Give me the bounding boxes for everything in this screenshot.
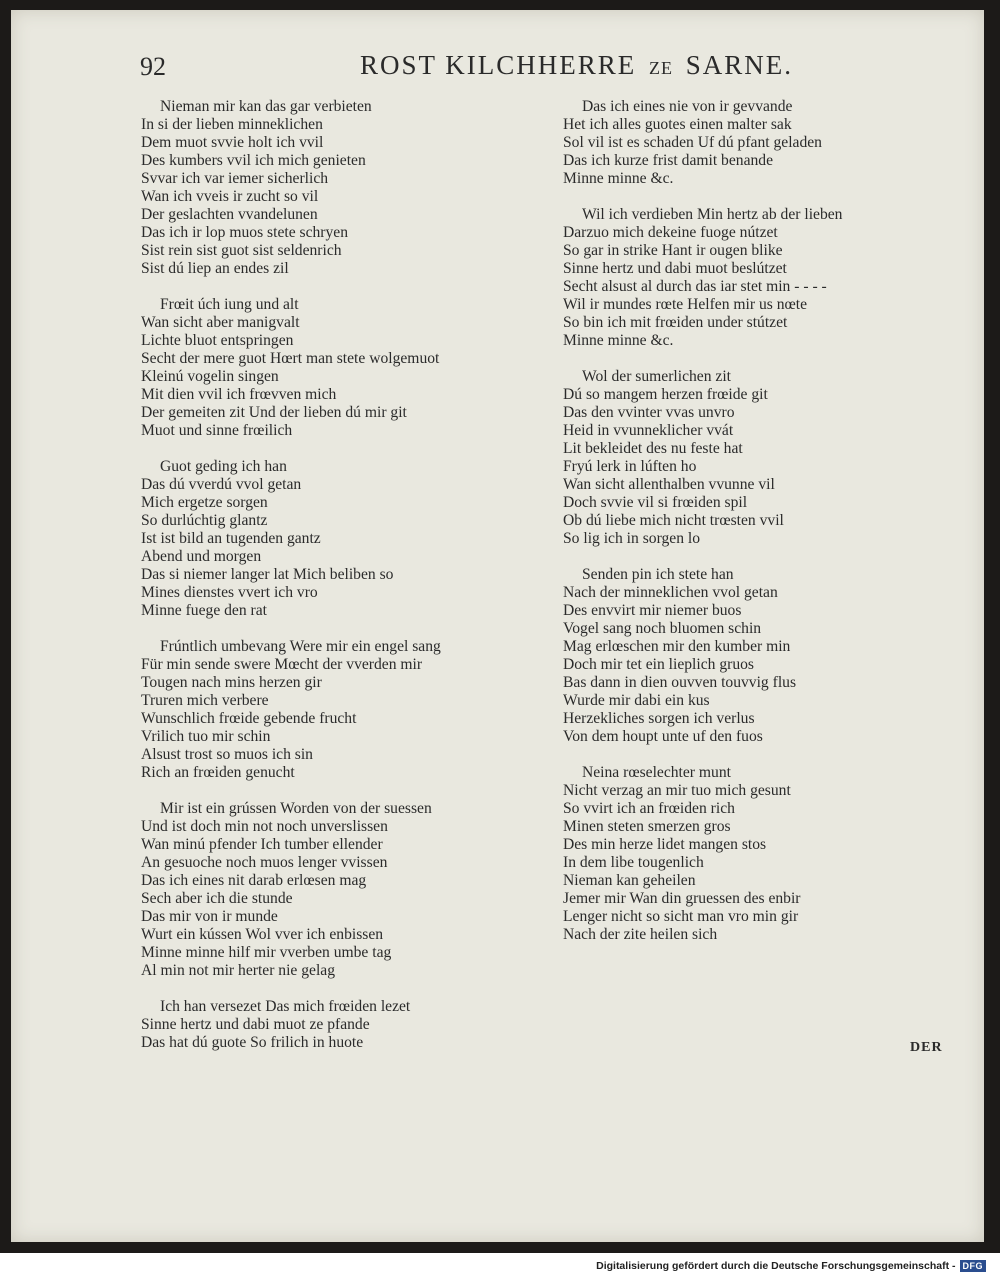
stanza: [141, 98, 541, 278]
verse-line: Wil ir mundes rœte Helfen mir us nœte: [563, 296, 808, 313]
verse-line: Lenger nicht so sicht man vro min gir: [563, 908, 799, 925]
verse-line: Mir ist ein grússen Worden von der suessen: [160, 800, 432, 817]
verse-line: Wan minú pfender Ich tumber ellender: [141, 836, 383, 853]
verse-line: Minne minne &c.: [563, 170, 674, 187]
verse-line: Das dú vverdú vvol getan: [141, 476, 302, 493]
verse-line: Rich an frœiden genucht: [141, 764, 295, 781]
verse-line: Ist ist bild an tugenden gantz: [141, 530, 321, 547]
verse-line: Mines dienstes vvert ich vro: [141, 584, 318, 601]
verse-line: Des min herze lidet mangen stos: [563, 836, 767, 853]
verse-line: Sinne hertz und dabi muot ze pfande: [141, 1016, 370, 1033]
verse-line: Nicht verzag an mir tuo mich gesunt: [563, 782, 791, 799]
stanza: [141, 638, 541, 782]
verse-line: Doch mir tet ein lieplich gruos: [563, 656, 754, 673]
verse-line: Wil ich verdieben Min hertz ab der lieben: [582, 206, 843, 223]
verse-line: Wurt ein kússen Wol vver ich enbissen: [141, 926, 384, 943]
verse-line: So lig ich in sorgen lo: [563, 530, 701, 547]
footer-credit: Digitalisierung gefördert durch die Deutsche Forschungsgemeinschaft -: [596, 1260, 956, 1272]
verse-line: Al min not mir herter nie gelag: [141, 962, 336, 979]
verse-line: Fryú lerk in lúften ho: [563, 458, 697, 475]
verse-line: Bas dann in dien ouvven touvvig flus: [563, 674, 797, 691]
verse-line: Sech aber ich die stunde: [141, 890, 293, 907]
verse-line: Nieman kan geheilen: [563, 872, 696, 889]
stanza: [563, 566, 963, 746]
verse-line: Svvar ich var iemer sicherlich: [141, 170, 329, 187]
verse-line: Sist dú liep an endes zil: [141, 260, 289, 277]
left-text-column: [141, 98, 541, 1070]
verse-line: Ob dú liebe mich nicht trœsten vvil: [563, 512, 784, 529]
verse-line: Jemer mir Wan din gruessen des enbir: [563, 890, 801, 907]
running-head-title: ROST KILCHHERRE: [360, 50, 637, 80]
running-head-ze: ZE: [649, 58, 674, 78]
verse-line: Kleinú vogelin singen: [141, 368, 279, 385]
catchword: DER: [910, 1040, 943, 1055]
stanza: [563, 98, 963, 188]
verse-line: Das ich kurze frist damit benande: [563, 152, 774, 169]
verse-line: Dem muot svvie holt ich vvil: [141, 134, 324, 151]
dfg-logo-icon: DFG: [960, 1260, 987, 1272]
verse-line: Guot geding ich han: [160, 458, 287, 475]
verse-line: Vogel sang noch bluomen schin: [563, 620, 762, 637]
verse-line: So vvirt ich an frœiden rich: [563, 800, 735, 817]
stanza: [563, 368, 963, 548]
verse-line: Abend und morgen: [141, 548, 262, 565]
verse-line: Wol der sumerlichen zit: [582, 368, 732, 385]
verse-line: Das mir von ir munde: [141, 908, 278, 925]
stanza: [141, 458, 541, 620]
verse-line: Das ich eines nie von ir gevvande: [582, 98, 793, 115]
verse-line: Und ist doch min not noch unverslissen: [141, 818, 388, 835]
verse-line: Darzuo mich dekeine fuoge nútzet: [563, 224, 778, 241]
verse-line: Der geslachten vvandelunen: [141, 206, 318, 223]
verse-line: Doch svvie vil si frœiden spil: [563, 494, 748, 511]
verse-line: Mag erlœschen mir den kumber min: [563, 638, 791, 655]
verse-line: Sol vil ist es schaden Uf dú pfant geladen: [563, 134, 822, 151]
verse-line: So gar in strike Hant ir ougen blike: [563, 242, 783, 259]
verse-line: Für min sende swere Mœcht der vverden mir: [141, 656, 423, 673]
verse-line: Das den vvinter vvas unvro: [563, 404, 735, 421]
verse-line: Frúntlich umbevang Were mir ein engel sang: [160, 638, 441, 655]
verse-line: Wan sicht aber manigvalt: [141, 314, 300, 331]
stanza: [563, 764, 963, 944]
verse-line: Das ich eines nit darab erlœsen mag: [141, 872, 367, 889]
verse-line: Minne minne &c.: [563, 332, 674, 349]
verse-line: Het ich alles guotes einen malter sak: [563, 116, 792, 133]
stanza: [563, 206, 963, 350]
verse-line: Wan ich vveis ir zucht so vil: [141, 188, 319, 205]
verse-line: Minne minne hilf mir vverben umbe tag: [141, 944, 392, 961]
verse-line: Nieman mir kan das gar verbieten: [160, 98, 372, 115]
running-head: [360, 50, 793, 81]
verse-line: So bin ich mit frœiden under stútzet: [563, 314, 788, 331]
stanza: [141, 800, 541, 980]
verse-line: An gesuoche noch muos lenger vvissen: [141, 854, 388, 871]
verse-line: Dú so mangem herzen frœide git: [563, 386, 768, 403]
verse-line: Alsust trost so muos ich sin: [141, 746, 313, 763]
verse-line: In si der lieben minneklichen: [141, 116, 323, 133]
verse-line: Lit bekleidet des nu feste hat: [563, 440, 743, 457]
verse-line: Senden pin ich stete han: [582, 566, 734, 583]
digitization-footer: [596, 1258, 986, 1274]
verse-line: Das ich ir lop muos stete schryen: [141, 224, 349, 241]
verse-line: Nach der minneklichen vvol getan: [563, 584, 778, 601]
verse-line: Sinne hertz und dabi muot beslútzet: [563, 260, 787, 277]
verse-line: Tougen nach mins herzen gir: [141, 674, 322, 691]
verse-line: Das si niemer langer lat Mich beliben so: [141, 566, 394, 583]
verse-line: Truren mich verbere: [141, 692, 269, 709]
verse-line: Lichte bluot entspringen: [141, 332, 294, 349]
verse-line: Das hat dú guote So frilich in huote: [141, 1034, 364, 1051]
verse-line: So durlúchtig glantz: [141, 512, 268, 529]
verse-line: Herzekliches sorgen ich verlus: [563, 710, 755, 727]
verse-line: Des envvirt mir niemer buos: [563, 602, 742, 619]
verse-line: Der gemeiten zit Und der lieben dú mir git: [141, 404, 407, 421]
stanza: [141, 296, 541, 440]
verse-line: Heid in vvunneklicher vvát: [563, 422, 734, 439]
verse-line: Secht der mere guot Hœrt man stete wolgemuot: [141, 350, 440, 367]
verse-line: Neina rœselechter munt: [582, 764, 731, 781]
verse-line: Wurde mir dabi ein kus: [563, 692, 710, 709]
verse-line: Nach der zite heilen sich: [563, 926, 718, 943]
verse-line: In dem libe tougenlich: [563, 854, 704, 871]
right-text-column: [563, 98, 963, 962]
verse-line: Wunschlich frœide gebende frucht: [141, 710, 357, 727]
verse-line: Mit dien vvil ich frœvven mich: [141, 386, 337, 403]
stanza: [141, 998, 541, 1052]
verse-line: Frœit úch iung und alt: [160, 296, 299, 313]
running-head-place: SARNE.: [685, 50, 794, 80]
verse-line: Des kumbers vvil ich mich genieten: [141, 152, 366, 169]
verse-line: Von dem houpt unte uf den fuos: [563, 728, 763, 745]
verse-line: Wan sicht allenthalben vvunne vil: [563, 476, 775, 493]
verse-line: Minen steten smerzen gros: [563, 818, 731, 835]
verse-line: Secht alsust al durch das iar stet min - - - -: [563, 278, 827, 295]
verse-line: Ich han versezet Das mich frœiden lezet: [160, 998, 411, 1015]
verse-line: Vrilich tuo mir schin: [141, 728, 271, 745]
verse-line: Sist rein sist guot sist seldenrich: [141, 242, 342, 259]
page-number: 92: [140, 52, 166, 81]
verse-line: Minne fuege den rat: [141, 602, 267, 619]
verse-line: Mich ergetze sorgen: [141, 494, 268, 511]
verse-line: Muot und sinne frœilich: [141, 422, 293, 439]
